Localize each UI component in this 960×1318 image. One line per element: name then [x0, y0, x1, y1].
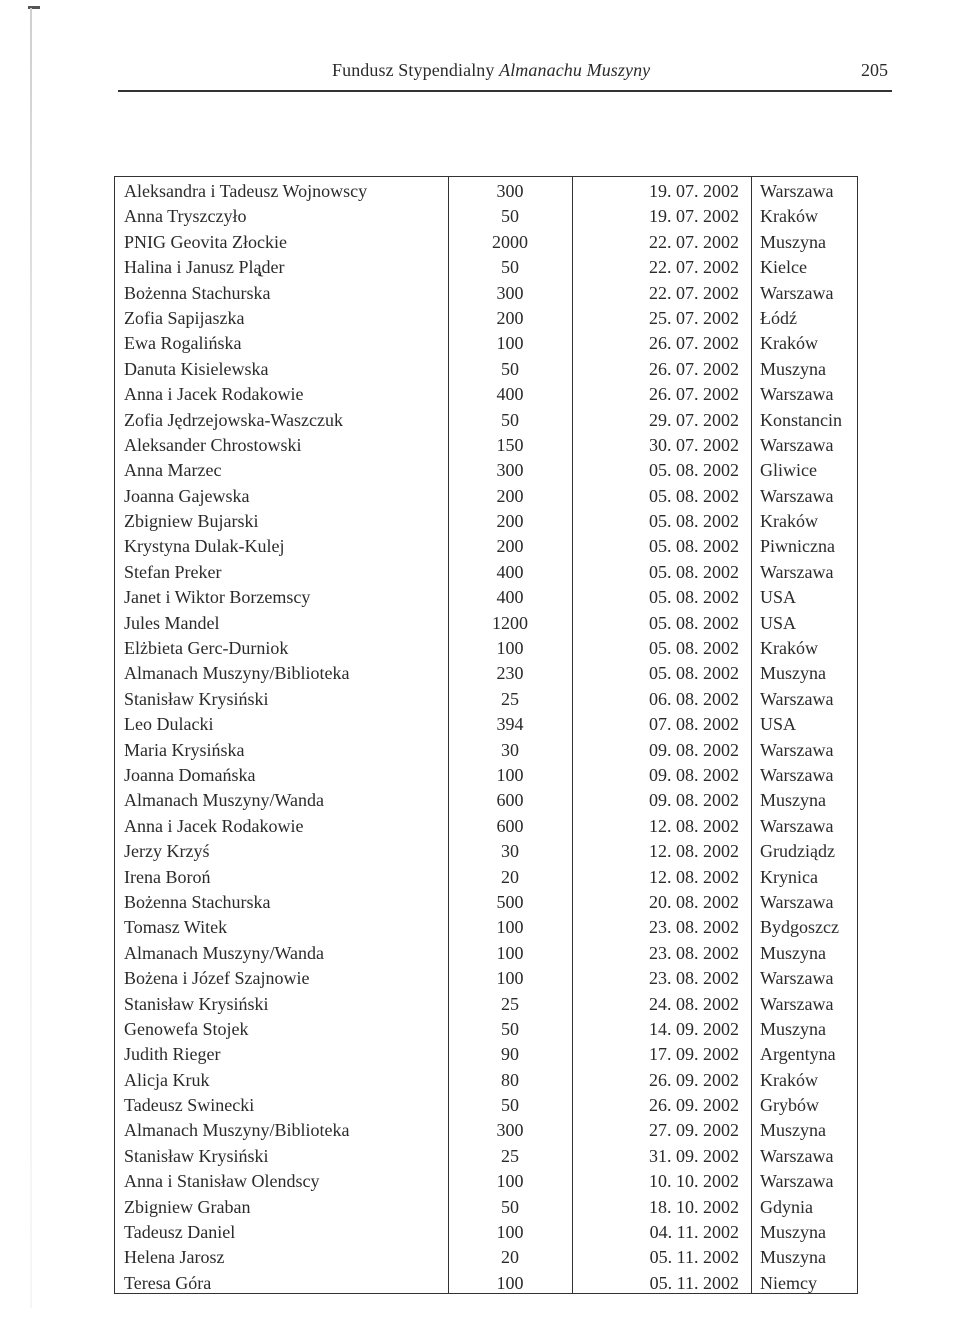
donor-name-cell: Bożenna Stachurska [124, 282, 271, 303]
date-cell: 22. 07. 2002 [649, 257, 739, 278]
donor-name-cell: Janet i Wiktor Borzemscy [124, 587, 311, 608]
place-cell: Piwniczna [760, 536, 835, 557]
donor-name-cell: PNIG Geovita Złockie [124, 231, 287, 252]
amount-cell: 20 [501, 1247, 519, 1268]
donor-name-cell: Teresa Góra [124, 1272, 212, 1293]
place-cell: Warszawa [760, 739, 834, 760]
donor-name-cell: Leo Dulacki [124, 714, 214, 735]
amount-cell: 80 [501, 1069, 519, 1090]
place-cell: Warszawa [760, 282, 834, 303]
donor-name-cell: Ewa Rogalińska [124, 333, 242, 354]
table-row [115, 1068, 857, 1093]
donor-name-cell: Almanach Muszyny/Wanda [124, 790, 324, 811]
donor-name-cell: Stanisław Krysiński [124, 688, 269, 709]
table-row [115, 484, 857, 509]
date-cell: 27. 09. 2002 [649, 1120, 739, 1141]
place-cell: Warszawa [760, 181, 834, 201]
donor-name-cell: Anna Tryszczyło [124, 206, 247, 227]
date-cell: 05. 08. 2002 [649, 511, 739, 532]
amount-cell: 100 [496, 1222, 524, 1243]
date-cell: 17. 09. 2002 [649, 1044, 739, 1065]
place-cell: Muszyna [760, 1247, 826, 1268]
amount-cell: 394 [496, 714, 524, 735]
date-cell: 09. 08. 2002 [649, 739, 739, 760]
amount-cell: 400 [496, 587, 524, 608]
place-cell: Muszyna [760, 358, 826, 379]
amount-cell: 25 [501, 993, 519, 1014]
place-cell: Kraków [760, 511, 818, 532]
date-cell: 05. 08. 2002 [649, 638, 739, 659]
donor-name-cell: Halina i Janusz Plą̨der [124, 257, 285, 278]
scan-edge-shadow [30, 8, 32, 1308]
place-cell: Warszawa [760, 1171, 834, 1192]
header-rule [118, 90, 892, 92]
table-row [115, 331, 857, 356]
date-cell: 18. 10. 2002 [649, 1196, 739, 1217]
table-row [115, 1271, 857, 1296]
table-row [115, 1220, 857, 1245]
date-cell: 19. 07. 2002 [649, 181, 739, 201]
amount-cell: 100 [496, 942, 524, 963]
place-cell: Gliwice [760, 460, 817, 481]
place-cell: USA [760, 587, 797, 608]
donations-table [114, 176, 858, 1294]
amount-cell: 100 [496, 968, 524, 989]
date-cell: 12. 08. 2002 [649, 841, 739, 862]
date-cell: 09. 08. 2002 [649, 764, 739, 785]
amount-cell: 300 [496, 1120, 524, 1141]
place-cell: Grybów [760, 1095, 819, 1116]
table-row [115, 560, 857, 585]
amount-cell: 90 [501, 1044, 519, 1065]
table-row [115, 763, 857, 788]
table-row [115, 179, 857, 204]
table-row [115, 1118, 857, 1143]
table-row [115, 357, 857, 382]
place-cell: Warszawa [760, 815, 834, 836]
donor-name-cell: Anna i Stanisław Olendscy [124, 1171, 320, 1192]
place-cell: Argentyna [760, 1044, 836, 1065]
amount-cell: 300 [496, 460, 524, 481]
amount-cell: 600 [496, 815, 524, 836]
place-cell: Warszawa [760, 993, 834, 1014]
donor-name-cell: Zofia Sapijaszka [124, 307, 245, 328]
place-cell: Muszyna [760, 942, 826, 963]
table-row [115, 230, 857, 255]
donor-name-cell: Alicja Kruk [124, 1069, 210, 1090]
table-row [115, 281, 857, 306]
donor-name-cell: Joanna Domańska [124, 764, 256, 785]
amount-cell: 100 [496, 1272, 524, 1293]
date-cell: 29. 07. 2002 [649, 409, 739, 430]
donor-name-cell: Anna i Jacek Rodakowie [124, 384, 304, 405]
table-row [115, 1144, 857, 1169]
date-cell: 24. 08. 2002 [649, 993, 739, 1014]
date-cell: 06. 08. 2002 [649, 688, 739, 709]
donor-name-cell: Bożenna Stachurska [124, 891, 271, 912]
table-row [115, 204, 857, 229]
place-cell: Muszyna [760, 1222, 826, 1243]
donor-name-cell: Krystyna Dulak-Kulej [124, 536, 285, 557]
place-cell: Warszawa [760, 384, 834, 405]
amount-cell: 230 [496, 663, 524, 684]
amount-cell: 50 [501, 1196, 519, 1217]
table-row [115, 839, 857, 864]
place-cell: Warszawa [760, 891, 834, 912]
donor-name-cell: Bożena i Józef Szajnowie [124, 968, 310, 989]
donor-name-cell: Almanach Muszyny/Biblioteka [124, 1120, 350, 1141]
donor-name-cell: Tadeusz Swinecki [124, 1095, 255, 1116]
date-cell: 25. 07. 2002 [649, 307, 739, 328]
donor-name-cell: Danuta Kisielewska [124, 358, 269, 379]
table-row [115, 814, 857, 839]
date-cell: 05. 08. 2002 [649, 587, 739, 608]
amount-cell: 600 [496, 790, 524, 811]
place-cell: Krynica [760, 866, 818, 887]
place-cell: Bydgoszcz [760, 917, 839, 938]
amount-cell: 150 [496, 434, 524, 455]
amount-cell: 300 [496, 181, 524, 201]
date-cell: 05. 11. 2002 [649, 1247, 739, 1268]
amount-cell: 200 [496, 536, 524, 557]
date-cell: 07. 08. 2002 [649, 714, 739, 735]
date-cell: 05. 08. 2002 [649, 663, 739, 684]
amount-cell: 500 [496, 891, 524, 912]
running-title-plain: Fundusz Stypendialny [332, 60, 500, 80]
table-rows [115, 177, 857, 1296]
donor-name-cell: Zbigniew Bujarski [124, 511, 259, 532]
place-cell: Warszawa [760, 1145, 834, 1166]
date-cell: 10. 10. 2002 [649, 1171, 739, 1192]
table-row [115, 585, 857, 610]
place-cell: Kraków [760, 1069, 818, 1090]
place-cell: Kraków [760, 638, 818, 659]
donor-name-cell: Elżbieta Gerc-Durniok [124, 638, 289, 659]
table-row [115, 1245, 857, 1270]
date-cell: 04. 11. 2002 [649, 1222, 739, 1243]
table-row [115, 915, 857, 940]
date-cell: 26. 07. 2002 [649, 384, 739, 405]
place-cell: Muszyna [760, 231, 826, 252]
table-row [115, 458, 857, 483]
running-header [118, 58, 892, 86]
date-cell: 31. 09. 2002 [649, 1145, 739, 1166]
donor-name-cell: Genowefa Stojek [124, 1018, 249, 1039]
running-title [332, 58, 650, 82]
page-number: 205 [861, 60, 888, 80]
place-cell: Grudziądz [760, 841, 835, 862]
table-row [115, 382, 857, 407]
table-row [115, 890, 857, 915]
donor-name-cell: Jules Mandel [124, 612, 220, 633]
amount-cell: 100 [496, 764, 524, 785]
place-cell: Muszyna [760, 663, 826, 684]
table-row [115, 1017, 857, 1042]
place-cell: Warszawa [760, 688, 834, 709]
date-cell: 05. 11. 2002 [649, 1272, 739, 1293]
table-row [115, 1093, 857, 1118]
place-cell: Kielce [760, 257, 807, 278]
table-row [115, 534, 857, 559]
place-cell: Niemcy [760, 1272, 817, 1293]
date-cell: 14. 09. 2002 [649, 1018, 739, 1039]
donor-name-cell: Judith Rieger [124, 1044, 221, 1065]
amount-cell: 30 [501, 841, 519, 862]
table-row [115, 1042, 857, 1067]
table-row [115, 941, 857, 966]
place-cell: Muszyna [760, 1018, 826, 1039]
date-cell: 22. 07. 2002 [649, 231, 739, 252]
running-title-italic: Almanachu Muszyny [499, 60, 651, 80]
amount-cell: 100 [496, 333, 524, 354]
place-cell: Kraków [760, 206, 818, 227]
table-row [115, 661, 857, 686]
amount-cell: 25 [501, 688, 519, 709]
amount-cell: 50 [501, 409, 519, 430]
donor-name-cell: Anna Marzec [124, 460, 222, 481]
table-row [115, 433, 857, 458]
place-cell: Łódź [760, 307, 797, 328]
date-cell: 12. 08. 2002 [649, 815, 739, 836]
date-cell: 23. 08. 2002 [649, 917, 739, 938]
date-cell: 05. 08. 2002 [649, 561, 739, 582]
donor-name-cell: Almanach Muszyny/Biblioteka [124, 663, 350, 684]
date-cell: 30. 07. 2002 [649, 434, 739, 455]
amount-cell: 25 [501, 1145, 519, 1166]
donor-name-cell: Stanisław Krysiński [124, 993, 269, 1014]
table-row [115, 1195, 857, 1220]
amount-cell: 2000 [492, 231, 528, 252]
table-row [115, 712, 857, 737]
date-cell: 05. 08. 2002 [649, 536, 739, 557]
place-cell: Warszawa [760, 968, 834, 989]
donor-name-cell: Irena Boroń [124, 866, 211, 887]
table-row [115, 966, 857, 991]
place-cell: Muszyna [760, 790, 826, 811]
table-row [115, 408, 857, 433]
donor-name-cell: Zofia Jędrzejowska-Waszczuk [124, 409, 343, 430]
place-cell: USA [760, 714, 797, 735]
date-cell: 26. 09. 2002 [649, 1069, 739, 1090]
date-cell: 05. 08. 2002 [649, 612, 739, 633]
date-cell: 26. 07. 2002 [649, 333, 739, 354]
date-cell: 23. 08. 2002 [649, 942, 739, 963]
amount-cell: 30 [501, 739, 519, 760]
table-row [115, 788, 857, 813]
place-cell: Kraków [760, 333, 818, 354]
amount-cell: 1200 [492, 612, 528, 633]
date-cell: 12. 08. 2002 [649, 866, 739, 887]
table-row [115, 611, 857, 636]
table-row [115, 255, 857, 280]
date-cell: 05. 08. 2002 [649, 460, 739, 481]
place-cell: Konstancin [760, 409, 842, 430]
donor-name-cell: Aleksander Chrostowski [124, 434, 302, 455]
amount-cell: 100 [496, 1171, 524, 1192]
amount-cell: 200 [496, 307, 524, 328]
place-cell: Warszawa [760, 485, 834, 506]
donor-name-cell: Joanna Gajewska [124, 485, 250, 506]
donor-name-cell: Tadeusz Daniel [124, 1222, 236, 1243]
table-row [115, 636, 857, 661]
date-cell: 20. 08. 2002 [649, 891, 739, 912]
donor-name-cell: Almanach Muszyny/Wanda [124, 942, 324, 963]
donor-name-cell: Zbigniew Graban [124, 1196, 251, 1217]
amount-cell: 50 [501, 1095, 519, 1116]
amount-cell: 400 [496, 561, 524, 582]
donor-name-cell: Aleksandra i Tadeusz Wojnowscy [124, 181, 368, 201]
amount-cell: 50 [501, 358, 519, 379]
amount-cell: 20 [501, 866, 519, 887]
table-row [115, 865, 857, 890]
date-cell: 23. 08. 2002 [649, 968, 739, 989]
date-cell: 22. 07. 2002 [649, 282, 739, 303]
amount-cell: 50 [501, 206, 519, 227]
date-cell: 09. 08. 2002 [649, 790, 739, 811]
table-row [115, 687, 857, 712]
donor-name-cell: Anna i Jacek Rodakowie [124, 815, 304, 836]
donor-name-cell: Helena Jarosz [124, 1247, 225, 1268]
place-cell: Warszawa [760, 561, 834, 582]
place-cell: Warszawa [760, 434, 834, 455]
amount-cell: 400 [496, 384, 524, 405]
date-cell: 26. 09. 2002 [649, 1095, 739, 1116]
donor-name-cell: Maria Krysińska [124, 739, 245, 760]
amount-cell: 50 [501, 257, 519, 278]
place-cell: Gdynia [760, 1196, 813, 1217]
table-row [115, 738, 857, 763]
amount-cell: 300 [496, 282, 524, 303]
donor-name-cell: Stanisław Krysiński [124, 1145, 269, 1166]
amount-cell: 200 [496, 485, 524, 506]
donor-name-cell: Jerzy Krzyś [124, 841, 210, 862]
place-cell: USA [760, 612, 797, 633]
date-cell: 19. 07. 2002 [649, 206, 739, 227]
amount-cell: 200 [496, 511, 524, 532]
amount-cell: 50 [501, 1018, 519, 1039]
date-cell: 05. 08. 2002 [649, 485, 739, 506]
amount-cell: 100 [496, 917, 524, 938]
place-cell: Warszawa [760, 764, 834, 785]
table-row [115, 509, 857, 534]
donor-name-cell: Stefan Preker [124, 561, 222, 582]
place-cell: Muszyna [760, 1120, 826, 1141]
donor-name-cell: Tomasz Witek [124, 917, 228, 938]
date-cell: 26. 07. 2002 [649, 358, 739, 379]
table-row [115, 992, 857, 1017]
table-row [115, 306, 857, 331]
table-row [115, 1169, 857, 1194]
amount-cell: 100 [496, 638, 524, 659]
